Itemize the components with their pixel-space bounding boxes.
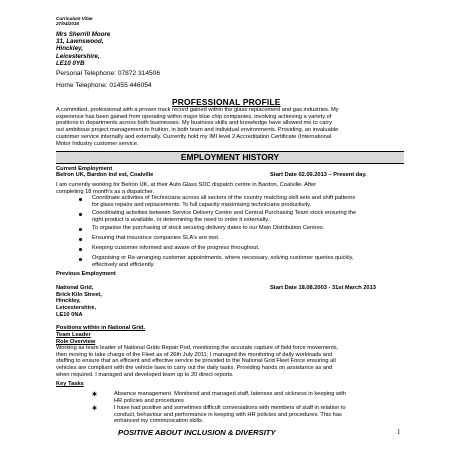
- previous-address-line: National Grid,: [56, 285, 94, 291]
- previous-start-date: Start Date 18.08.2003 - 31st March 2013: [270, 285, 376, 291]
- role-overview-line: vehicles are compliant with the vehicle laws to carry out the daily tasks. Providing hands on assistance as and: [56, 365, 333, 372]
- address-line: Leicestershire,: [56, 52, 100, 60]
- footer-slogan: POSITIVE ABOUT INCLUSION & DIVERSITY: [118, 428, 276, 437]
- positions-label: [56, 325, 145, 338]
- bullet-line: Coordinating activities between Service Delivery Centre and Central Purchasing Team stock ensuring the: [92, 210, 357, 216]
- bullet-line: Keeping customer informed and aware of the progress throughout.: [92, 245, 260, 251]
- doc-type: Curriculum Vitae: [56, 16, 93, 21]
- current-employment-label: Current Employment: [56, 166, 113, 172]
- bullet-line: Organising or Re-arranging customer appointments, where necessary, solving customer queries quickly,: [92, 255, 354, 261]
- key-task-line: I have had positive and sometimes difficult conversations with members of staff in relation to: [114, 405, 346, 411]
- page-number: 1: [397, 429, 401, 436]
- key-task-line: enhanced my communication skills.: [114, 418, 204, 425]
- address-line: Hinckley,: [56, 45, 83, 53]
- role-overview-line: then moving to take charge of the Fleet as of 26th July 2011; I managed the monitoring of daily workloads and: [56, 351, 333, 358]
- profile-line: Motor Industry customer service.: [56, 140, 139, 147]
- bullet-item: [92, 195, 412, 208]
- bullet-item: [92, 245, 412, 252]
- bullet-line: right product is available, or determining the need to order it externally..: [92, 216, 271, 223]
- previous-address-line: Brick Kiln Street,: [56, 291, 102, 298]
- bullet-item: [92, 235, 412, 242]
- role-overview-line: staffing to ensure that an efficient and effective service be provided to the National Grid Fleet Force ensuring all: [56, 358, 336, 365]
- bullet-line: effectively and efficiently.: [92, 261, 155, 268]
- current-employer: Belron UK, Bardon Ind est, Coalville: [56, 172, 154, 178]
- bullet-line: Ensuring that insurance companies SLA's are met.: [92, 235, 220, 241]
- bullet-icon: [79, 228, 82, 231]
- intro-line: I am currently working for Belron UK, at their Auto Glass SDC dispatch centre in Bardon, Coalville. After: [56, 182, 317, 188]
- star-bullet-icon: ✱: [92, 392, 98, 398]
- profile-text: [56, 107, 408, 147]
- doc-date: 27/04/2016: [56, 21, 79, 26]
- key-task-item: [114, 405, 410, 425]
- previous-address-line: LE10 0NA: [56, 311, 83, 318]
- role-overview-label: Role Overview: [56, 339, 96, 345]
- previous-employment-label: Previous Employment: [56, 271, 116, 277]
- profile-line: positions in departments across both businesses. My business skills and knowledge have allowed me to carry: [56, 120, 332, 127]
- intro-line: completing 18 month's as a dispatcher.: [56, 188, 155, 195]
- profile-heading: PROFESSIONAL PROFILE: [172, 97, 281, 107]
- role-overview-text: [56, 345, 408, 379]
- star-bullet-icon: ✱: [92, 406, 98, 412]
- address-line: 31, Lawnswood,: [56, 38, 104, 46]
- bullet-item: [92, 210, 412, 223]
- bullet-item: [92, 225, 412, 232]
- current-start-date: Start Date 02.09.2013 – Present day.: [270, 172, 367, 178]
- previous-address-line: Leicestershire,: [56, 305, 97, 312]
- role-overview-line: Working as team leader of National Grids Repair Pod, monitoring the accurate capture of field force movements,: [56, 345, 339, 351]
- role-overview-line: when required. I managed and developed team up to 20 direct reports.: [56, 371, 234, 378]
- bullet-icon: [79, 258, 82, 261]
- current-intro: [56, 182, 408, 195]
- key-task-item: [114, 391, 410, 404]
- profile-line: A committed, professional with a proven track record gained within the glass replacement and gas industries. My: [56, 107, 339, 113]
- previous-address: [56, 285, 102, 319]
- positions-line: Team Leader: [56, 331, 91, 338]
- address-line: Mrs Sherrill Moore: [56, 31, 111, 38]
- employment-heading: EMPLOYMENT HISTORY: [56, 151, 404, 164]
- profile-line: out ambitious project management to fruition, in both team and individual environments. Providing, an invaluable: [56, 127, 339, 134]
- bullet-item: [92, 255, 412, 268]
- key-task-line: conduct, behaviour and performance in keeping with HR policies and procedures. This has: [114, 411, 342, 418]
- profile-line: experience has been gained from operating within major blue chip companies, involving achieving a variety of: [56, 113, 332, 120]
- key-task-line: HR policies and procedures: [114, 397, 184, 404]
- personal-phone: Personal Telephone: 07872 314506: [56, 70, 161, 77]
- bullet-icon: [79, 248, 82, 251]
- bullet-icon: [79, 238, 82, 241]
- bullet-icon: [79, 213, 82, 216]
- home-phone: Home Telephone: 01455 446054: [56, 82, 152, 89]
- address-line: LE10 0YB: [56, 59, 85, 67]
- key-tasks-label: Key Tasks: [56, 381, 84, 387]
- bullet-line: for glass repairs and replacements. To full capacity maximising technicians productivity.: [92, 201, 312, 208]
- address-block: [56, 31, 110, 67]
- previous-address-line: Hinckley,: [56, 298, 81, 305]
- key-task-line: Absence management. Monitored and managed staff, lateness and sickness in keeping with: [114, 391, 346, 397]
- bullet-line: To organise the purchasing of stock securing delivery dates to our Main Distribution Centres.: [92, 225, 325, 231]
- bullet-icon: [79, 198, 82, 201]
- profile-line: customer service internally and externally. Currently hold my IMI level 2 Accreditation Certificate (International: [56, 133, 332, 140]
- bullet-line: Coordinate activities of Technicians across all sectors of the country matching skill sets and shift patterns: [92, 195, 356, 201]
- positions-line: Positions within in National Grid.: [56, 325, 146, 331]
